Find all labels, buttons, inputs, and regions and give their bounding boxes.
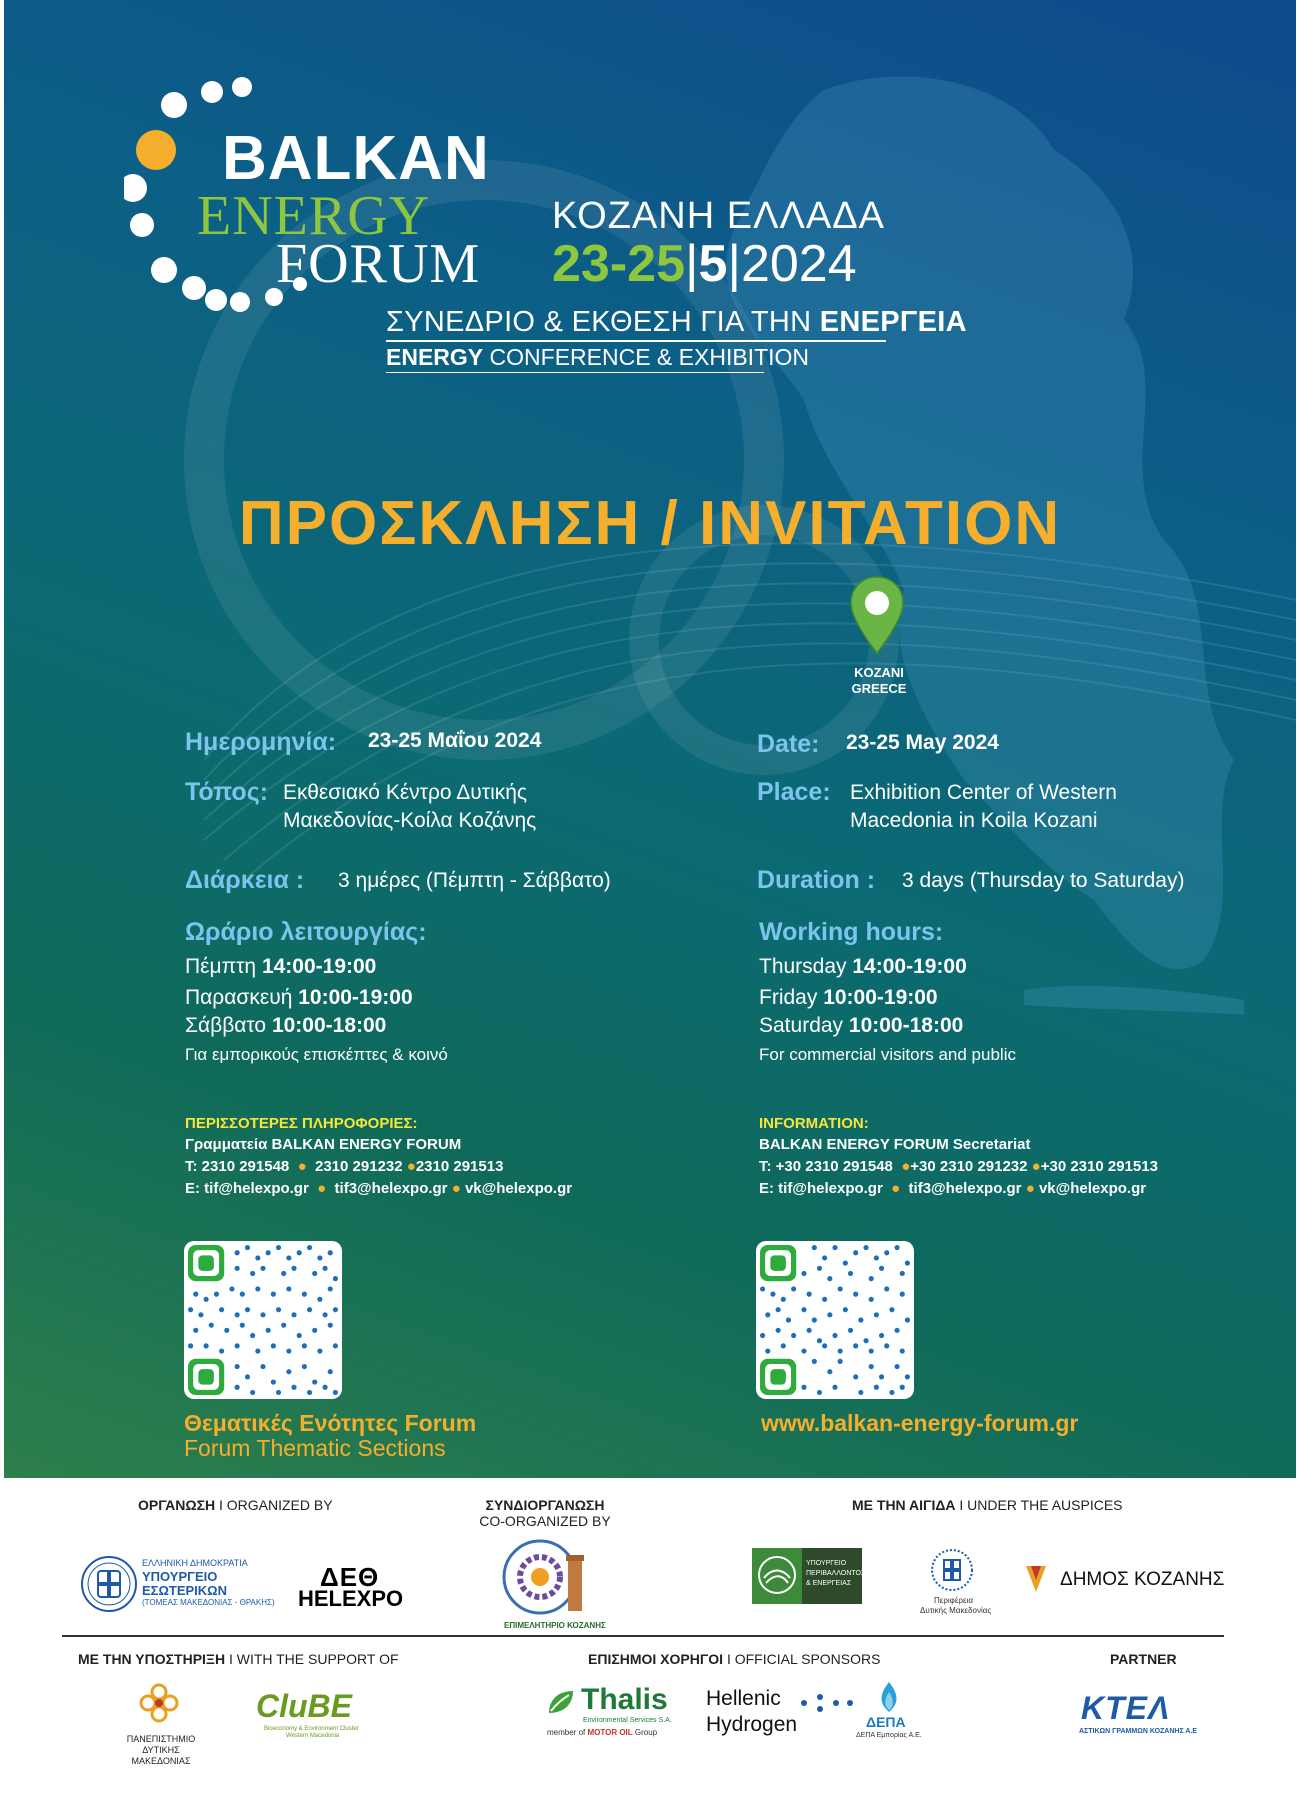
greek-emails: E: tif@helexpo.gr ● tif3@helexpo.gr ● vk@helexpo.gr xyxy=(185,1180,573,1197)
phone-number[interactable]: +30 2310 291548 xyxy=(775,1158,893,1175)
tagline-greek xyxy=(386,306,967,339)
day-name: Thursday xyxy=(759,955,853,978)
day-name: Παρασκευή xyxy=(185,986,299,1009)
university-logo xyxy=(116,1680,206,1780)
clube-sub1: Bioeconomy & Environment Cluster xyxy=(264,1726,359,1732)
english-info-org: BALKAN ENERGY FORUM Secretariat xyxy=(759,1136,1031,1153)
qr-code-thematic[interactable] xyxy=(184,1241,342,1399)
location-pin-icon xyxy=(847,575,907,655)
english-emails: E: tif@helexpo.gr ● tif3@helexpo.gr ● vk@helexpo.gr xyxy=(759,1180,1147,1197)
phone-number[interactable]: 2310 291513 xyxy=(415,1158,504,1175)
depa-flame-icon xyxy=(872,1680,906,1714)
day-hours: 14:00-19:00 xyxy=(852,955,967,978)
phone-number[interactable]: 2310 291548 xyxy=(201,1158,290,1175)
tagline-greek-b: ΕΝΕΡΓΕΙΑ xyxy=(819,306,967,338)
clube-text: CluBE xyxy=(256,1688,352,1724)
event-city: ΚΟΖΑΝΗ ΕΛΛΑΔΑ xyxy=(552,195,885,237)
heading-english: I OFFICIAL SPONSORS xyxy=(723,1651,881,1667)
email-link[interactable]: tif3@helexpo.gr xyxy=(908,1180,1022,1197)
event-dates xyxy=(552,235,857,293)
phone-prefix: T: xyxy=(185,1158,202,1175)
env-line3: & ΕΝΕΡΓΕΙΑΣ xyxy=(806,1580,852,1587)
greek-info-org: Γραμματεία BALKAN ENERGY FORUM xyxy=(185,1136,462,1153)
date-month: 5 xyxy=(698,235,728,293)
logo-energy-text: ENERGY xyxy=(197,185,431,247)
english-audience: For commercial visitors and public xyxy=(759,1045,1016,1064)
env-line1: ΥΠΟΥΡΓΕΙΟ xyxy=(806,1560,847,1567)
greek-duration-value: 3 ημέρες (Πέμπτη - Σάββατο) xyxy=(338,869,611,892)
env-line2: ΠΕΡΙΒΑΛΛΟΝΤΟΣ xyxy=(806,1570,866,1577)
hellenic-hydrogen-logo xyxy=(706,1687,856,1737)
co-organized-heading xyxy=(470,1497,620,1529)
english-phones: T: +30 2310 291548 ●+30 2310 291232 ●+30 2310 291513 xyxy=(759,1158,1158,1175)
ktel-sub: ΑΣΤΙΚΩΝ ΓΡΑΜΜΩΝ ΚΟΖΑΝΗΣ Α.Ε xyxy=(1079,1728,1198,1735)
greek-date-value: 23-25 Μαΐου 2024 xyxy=(368,729,542,752)
thalis-sub: Environmental Services S.A. xyxy=(583,1717,672,1724)
heading-greek: ΕΠΙΣΗΜΟΙ ΧΟΡΗΓΟΙ xyxy=(588,1651,724,1667)
day-name: Friday xyxy=(759,986,824,1009)
helexpo-logo xyxy=(298,1562,408,1612)
chamber-emblem-icon xyxy=(498,1535,598,1620)
hydrogen-text: Hydrogen xyxy=(706,1713,798,1736)
date-days: 23-25 xyxy=(552,235,685,293)
day-hours: 14:00-19:00 xyxy=(261,955,377,978)
day-hours: 10:00-19:00 xyxy=(823,986,938,1009)
email-link[interactable]: vk@helexpo.gr xyxy=(1038,1180,1147,1197)
official-sponsors-heading xyxy=(588,1651,880,1667)
environment-ministry-logo xyxy=(752,1548,866,1604)
member-of: member of xyxy=(547,1728,586,1737)
organized-by-heading xyxy=(138,1497,333,1513)
english-duration-value: 3 days (Thursday to Saturday) xyxy=(902,869,1185,892)
logo-forum-text: FORUM xyxy=(276,233,481,295)
heading-greek: ΜΕ ΤΗΝ ΑΙΓΙΔΑ xyxy=(852,1497,956,1513)
thalis-logo xyxy=(545,1683,685,1739)
day-name: Σάββατο xyxy=(185,1014,272,1037)
email-prefix: E: xyxy=(185,1180,205,1197)
tagline-english-b: CONFERENCE & EXHIBITION xyxy=(483,344,810,370)
website-link[interactable]: www.balkan-energy-forum.gr xyxy=(761,1410,1079,1436)
phone-number[interactable]: +30 2310 291513 xyxy=(1040,1158,1158,1175)
email-link[interactable]: tif@helexpo.gr xyxy=(204,1180,309,1197)
date-separator: | xyxy=(685,235,699,293)
invitation-title: ΠΡΟΣΚΛΗΣΗ / INVITATION xyxy=(238,489,1062,558)
english-place-line1: Exhibition Center of Western xyxy=(850,781,1117,804)
region-line1: Περιφέρεια xyxy=(934,1596,973,1605)
ministry-interior-logo xyxy=(80,1555,275,1607)
region-emblem-icon xyxy=(930,1548,974,1592)
greek-audience: Για εμπορικούς επισκέπτες & κοινό xyxy=(185,1045,448,1064)
day-name: Πέμπτη xyxy=(185,955,262,978)
municipality-emblem-icon xyxy=(1022,1562,1050,1596)
heading-english: CO-ORGANIZED BY xyxy=(479,1513,611,1529)
greek-day2 xyxy=(185,984,413,1012)
depa-logo xyxy=(850,1680,930,1744)
region-line2: Δυτικής Μακεδονίας xyxy=(920,1606,992,1615)
english-place-line2: Macedonia in Koila Kozani xyxy=(850,809,1098,832)
date-year: 2024 xyxy=(740,235,857,293)
municipality-logo xyxy=(1022,1562,1225,1598)
day-hours: 10:00-18:00 xyxy=(271,1014,387,1037)
greek-date-label: Ημερομηνία: xyxy=(185,728,337,756)
greek-day3 xyxy=(185,1012,386,1040)
qr-code-icon xyxy=(760,1245,910,1395)
heading-english: I UNDER THE AUSPICES xyxy=(955,1497,1123,1513)
email-link[interactable]: vk@helexpo.gr xyxy=(464,1180,573,1197)
sponsors-divider xyxy=(62,1635,1224,1637)
english-day3 xyxy=(759,1012,963,1040)
qr-code-website[interactable] xyxy=(756,1241,914,1399)
support-heading xyxy=(78,1651,399,1667)
phone-number[interactable]: +30 2310 291232 xyxy=(910,1158,1028,1175)
greek-place-line1: Εκθεσιακό Κέντρο Δυτικής xyxy=(283,781,528,804)
email-prefix: E: xyxy=(759,1180,779,1197)
tagline-english xyxy=(386,344,809,371)
day-hours: 10:00-18:00 xyxy=(848,1014,964,1037)
hydrogen-dots-icon xyxy=(798,1693,856,1713)
university-line2: ΔΥΤΙΚΗΣ xyxy=(142,1745,180,1755)
ktel-logo xyxy=(1075,1690,1198,1738)
deth-text: ΔΕΘ xyxy=(320,1562,380,1592)
university-line1: ΠΑΝΕΠΙΣΤΗΜΙΟ xyxy=(126,1734,196,1744)
phone-prefix: T: xyxy=(759,1158,776,1175)
region-logo xyxy=(912,1548,992,1618)
municipality-name: ΔΗΜΟΣ ΚΟΖΑΝΗΣ xyxy=(1060,1569,1225,1590)
tagline-divider xyxy=(386,340,886,342)
qr-code-icon xyxy=(188,1245,338,1395)
hellenic-text: Hellenic xyxy=(706,1687,781,1710)
english-day1 xyxy=(759,953,967,981)
greek-phones: T: 2310 291548 ● 2310 291232 ●2310 291513 xyxy=(185,1158,504,1175)
english-day2 xyxy=(759,984,938,1012)
heading-english: I WITH THE SUPPORT OF xyxy=(225,1651,399,1667)
greek-day1 xyxy=(185,953,376,981)
ministry-line4: (ΤΟΜΕΑΣ ΜΑΚΕΔΟΝΙΑΣ - ΘΡΑΚΗΣ) xyxy=(142,1598,275,1607)
invitation-poster xyxy=(4,0,1296,1478)
clube-sub2: Western Macedonia xyxy=(286,1733,340,1739)
email-link[interactable]: tif3@helexpo.gr xyxy=(334,1180,448,1197)
english-date-value: 23-25 May 2024 xyxy=(846,731,999,754)
pin-label-line1: KOZANI xyxy=(854,665,904,680)
english-info-heading: INFORMATION: xyxy=(759,1115,869,1132)
ministry-line2: ΥΠΟΥΡΓΕΙΟ xyxy=(142,1569,218,1584)
partner-heading xyxy=(1110,1651,1177,1667)
heading-english: I ORGANIZED BY xyxy=(215,1497,333,1513)
tagline-underline xyxy=(386,372,764,373)
clube-logo xyxy=(256,1688,368,1744)
greek-duration-label: Διάρκεια : xyxy=(185,866,305,894)
heading-partner: PARTNER xyxy=(1110,1651,1177,1667)
thalis-text: Thalis xyxy=(581,1683,668,1716)
tagline-english-a: ENERGY xyxy=(386,344,484,370)
greek-hours-label: Ωράριο λειτουργίας: xyxy=(185,918,427,946)
university-line3: ΜΑΚΕΔΟΝΙΑΣ xyxy=(131,1756,191,1766)
chamber-name: ΕΠΙΜΕΛΗΤΗΡΙΟ ΚΟΖΑΝΗΣ xyxy=(504,1621,606,1630)
thalis-leaf-icon xyxy=(545,1687,577,1717)
ministry-line3: ΕΣΩΤΕΡΙΚΩΝ xyxy=(142,1583,227,1598)
auspices-heading xyxy=(852,1497,1123,1513)
greek-info-heading: ΠΕΡΙΣΣΟΤΕΡΕΣ ΠΛΗΡΟΦΟΡΙΕΣ: xyxy=(185,1115,418,1132)
tagline-greek-a: ΣΥΝΕΔΡΙΟ & ΕΚΘΕΣΗ ΓΙΑ ΤΗΝ xyxy=(386,306,820,338)
english-date-label: Date: xyxy=(757,730,820,758)
ministry-line1: ΕΛΛΗΝΙΚΗ ΔΗΜΟΚΡΑΤΙΑ xyxy=(142,1558,248,1568)
pin-label xyxy=(824,665,934,697)
date-separator: | xyxy=(727,235,741,293)
logo-balkan-text: BALKAN xyxy=(222,124,490,193)
greek-place-label: Τόπος: xyxy=(185,778,269,806)
environment-emblem-icon xyxy=(756,1554,798,1596)
english-place-label: Place: xyxy=(757,778,831,806)
greek-place-line2: Μακεδονίας-Κοίλα Κοζάνης xyxy=(283,809,537,832)
day-name: Saturday xyxy=(759,1014,849,1037)
english-hours-label: Working hours: xyxy=(759,918,944,946)
english-duration-label: Duration : xyxy=(757,866,876,894)
qr-caption-greek: Θεματικές Ενότητες Forum xyxy=(184,1410,477,1436)
heading-greek: ΜΕ ΤΗΝ ΥΠΟΣΤΗΡΙΞΗ xyxy=(78,1651,226,1667)
email-link[interactable]: tif@helexpo.gr xyxy=(778,1180,883,1197)
greek-emblem-icon xyxy=(80,1555,138,1613)
pin-label-line2: GREECE xyxy=(851,681,907,696)
depa-text: ΔΕΠΑ xyxy=(866,1714,906,1730)
depa-sub: ΔΕΠΑ Εμπορίας Α.Ε. xyxy=(856,1732,922,1739)
motor-oil-text: MOTOR OIL xyxy=(587,1728,633,1737)
chamber-kozani-logo xyxy=(498,1535,606,1635)
day-hours: 10:00-19:00 xyxy=(298,986,413,1009)
phone-number[interactable]: 2310 291232 xyxy=(315,1158,403,1175)
ktel-text: ΚΤΕΛ xyxy=(1081,1690,1171,1726)
qr-caption-english: Forum Thematic Sections xyxy=(184,1435,446,1461)
thalis-member xyxy=(547,1728,657,1737)
helexpo-text: HELEXPO xyxy=(298,1586,404,1611)
heading-greek: ΣΥΝΔΙΟΡΓΑΝΩΣΗ xyxy=(485,1497,605,1513)
group-text: Group xyxy=(634,1728,658,1737)
heading-greek: ΟΡΓΑΝΩΣΗ xyxy=(138,1497,216,1513)
university-emblem-icon xyxy=(136,1680,182,1726)
